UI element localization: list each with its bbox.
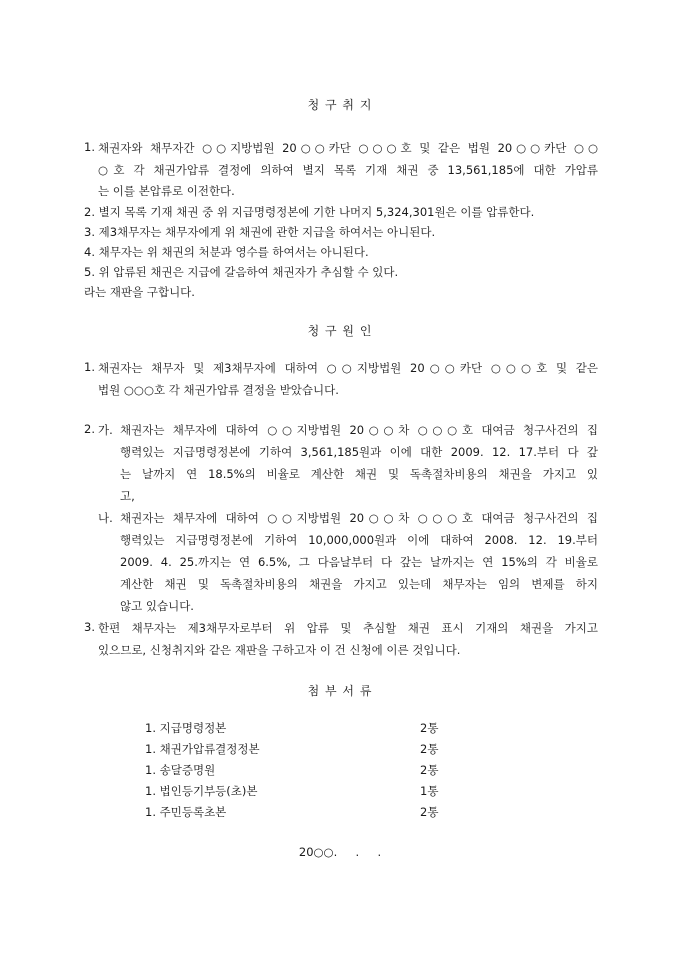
purpose-item-2: 2. 별지 목록 기재 채권 중 위 지급명령정본에 기한 나머지 5,324,301원은 이를 압류한다.	[84, 205, 535, 219]
cause-item-3-line-2: 있으므로, 신청취지와 같은 재판을 구하고자 이 건 신청에 이른 것입니다.	[98, 643, 461, 657]
cause-item-2b-line-5: 않고 있습니다.	[120, 599, 194, 613]
purpose-item-5: 5. 위 압류된 채권은 지급에 갈음하여 채권자가 추심할 수 있다.	[84, 265, 399, 279]
purpose-item-3: 3. 제3채무자는 채무자에게 위 채권에 관한 지급을 하여서는 아니된다.	[84, 225, 436, 239]
cause-item-2a-line-2: 행력있는 지급명령정본에 기하여 3,561,185원과 이에 대한 2009. 12. 17.부터 다 갚	[120, 445, 598, 459]
cause-item-2a-line-4: 고,	[120, 489, 135, 503]
cause-item-2-number: 2.	[84, 422, 95, 436]
purpose-item-1-line-1: 채권자와 채무자간 ○○지방법원 20○○카단 ○○○호 및 같은 법원 20○○카단 ○○	[98, 141, 598, 155]
cause-item-2b-line-4: 계산한 채권 및 독촉절차비용의 채권을 가지고 있는데 채무자는 임의 변제를 하지	[120, 577, 598, 591]
attachment-item-count: 2통	[420, 721, 439, 735]
cause-item-1-number: 1.	[84, 360, 95, 374]
cause-item-2b-mark: 나.	[98, 511, 113, 525]
purpose-item-1-line-3: 는 이를 본압류로 이전한다.	[98, 184, 235, 198]
cause-item-2b-line-3: 2009. 4. 25.까지는 연 6.5%, 그 다음날부터 다 갚는 날까지는 연 15%의 각 비율로	[120, 555, 598, 569]
attachment-item-count: 1통	[420, 784, 439, 798]
cause-item-2a-line-3: 는 날까지 연 18.5%의 비율로 계산한 채권 및 독촉절차비용의 채권을 가지고 있	[120, 467, 598, 481]
cause-item-1-line-2: 법원 ○○○호 각 채권가압류 결정을 받았습니다.	[98, 383, 339, 397]
claim-purpose-heading: 청 구 취 지	[307, 98, 373, 112]
attachment-item-name: 1. 법인등기부등(초)본	[145, 784, 258, 798]
purpose-item-1-number: 1.	[84, 140, 95, 154]
cause-item-2b-line-2: 행력있는 지급명령정본에 기하여 10,000,000원과 이에 대하여 2008. 12. 19.부터	[120, 533, 598, 547]
attachment-item-name: 1. 채권가압류결정정본	[145, 742, 260, 756]
purpose-item-4: 4. 채무자는 위 채권의 처분과 영수를 하여서는 아니된다.	[84, 245, 369, 259]
attachment-item-count: 2통	[420, 742, 439, 756]
attachment-item-count: 2통	[420, 763, 439, 777]
cause-item-3-number: 3.	[84, 620, 95, 634]
attachment-item-name: 1. 송달증명원	[145, 763, 216, 777]
attachment-item-name: 1. 주민등록초본	[145, 805, 227, 819]
attachments-heading: 첨 부 서 류	[307, 684, 373, 698]
cause-item-2a-line-1: 채권자는 채무자에 대하여 ○○지방법원 20○○차 ○○○호 대여금 청구사건의 집	[120, 423, 598, 437]
claim-cause-heading: 청 구 원 인	[307, 324, 373, 338]
document-date: 20○○. . .	[298, 845, 382, 859]
cause-item-2b-line-1: 채권자는 채무자에 대하여 ○○지방법원 20○○차 ○○○호 대여금 청구사건의 집	[120, 511, 598, 525]
cause-item-1-line-1: 채권자는 채무자 및 제3채무자에 대하여 ○○지방법원 20○○카단 ○○○호 및 같은	[98, 361, 598, 375]
cause-item-3-line-1: 한편 채무자는 제3채무자로부터 위 압류 및 추심할 채권 표시 기재의 채권을 가지고	[98, 621, 598, 635]
attachment-item-name: 1. 지급명령정본	[145, 721, 227, 735]
purpose-item-1-line-2: ○호 각 채권가압류 결정에 의하여 별지 목록 기재 채권 중 13,561,185에 대한 가압류	[98, 163, 598, 177]
cause-item-2a-mark: 가.	[98, 423, 113, 437]
attachment-item-count: 2통	[420, 805, 439, 819]
purpose-closing: 라는 재판을 구합니다.	[84, 285, 195, 299]
